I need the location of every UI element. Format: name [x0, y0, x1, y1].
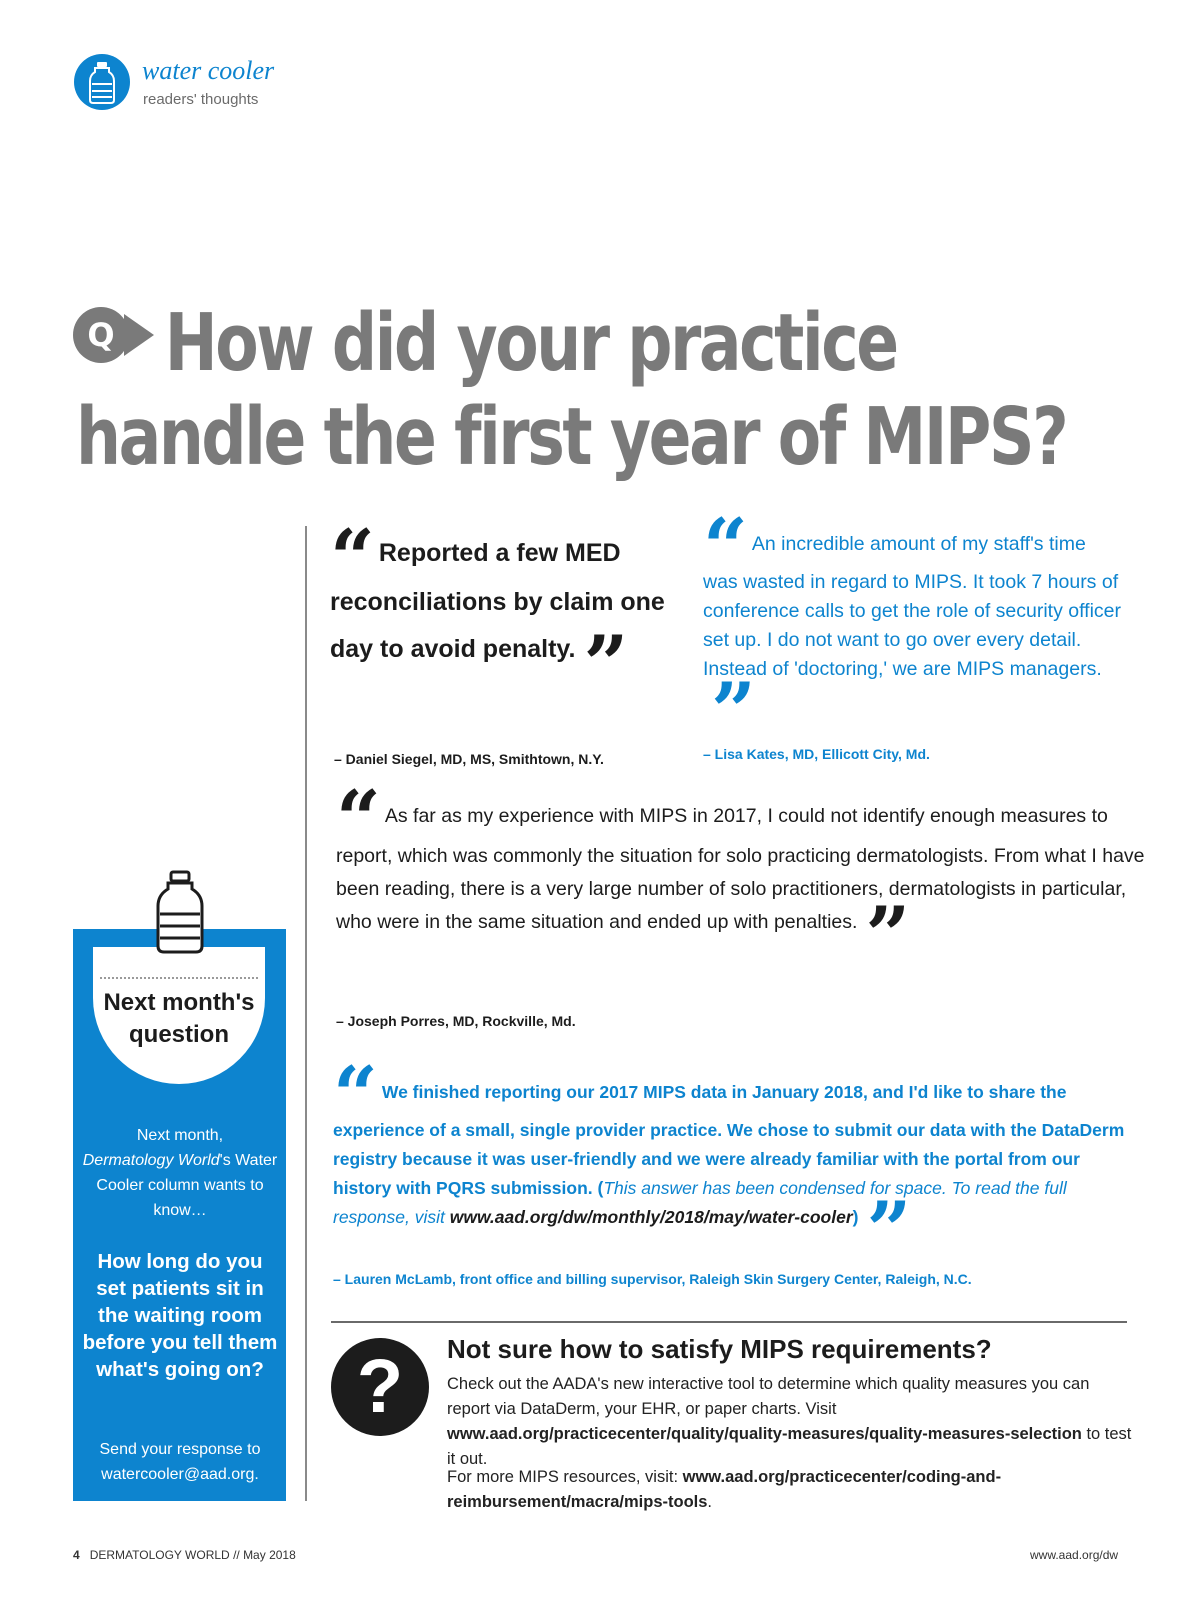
help-more-suffix: .	[707, 1493, 713, 1511]
footer-url[interactable]: www.aad.org/dw	[1030, 1548, 1119, 1562]
note-open: (	[597, 1178, 604, 1198]
help-more	[447, 1465, 1137, 1515]
question-mark-icon: ?	[331, 1338, 429, 1436]
quote-attribution: – Daniel Siegel, MD, MS, Smithtown, N.Y.	[334, 751, 604, 767]
next-question: How long do you set patients sit in the waiting room before you tell them what's going on?	[82, 1250, 278, 1381]
page-number: 4	[73, 1548, 80, 1562]
water-bottle-icon	[155, 870, 205, 955]
q-letter: Q	[87, 316, 115, 354]
help-title: Not sure how to satisfy MIPS requirements?	[447, 1334, 992, 1364]
close-quote-icon: ”	[711, 666, 756, 757]
help-body	[447, 1372, 1137, 1472]
sidebar-intro-1: Next month,	[136, 1127, 224, 1144]
section-subtitle: readers' thoughts	[143, 91, 259, 108]
send-text: Send your response to	[99, 1441, 261, 1458]
water-bottle-icon	[74, 54, 130, 110]
section-title: water cooler	[142, 56, 275, 85]
quote-text: As far as my experience with MIPS in 2017, I could not identify enough measures to report, which was commonly the situation for solo practicing dermatologists. From what I have been reading, there is a very large number of solo practitioners, dermatologists in particular, who were in the same situation and ended up with penalties.	[336, 805, 1145, 933]
email-suffix: .	[254, 1466, 259, 1483]
sidebar-intro-2: 's Water Cooler column wants to know…	[96, 1152, 278, 1219]
mips-tools-link[interactable]: www.aad.org/practicecenter/coding-and-reimbursement/macra/mips-tools	[447, 1468, 1002, 1511]
sidebar-intro	[80, 1123, 280, 1223]
dotted-divider	[100, 977, 258, 979]
quote-attribution: – Lisa Kates, MD, Ellicott City, Md.	[703, 746, 930, 762]
publication: DERMATOLOGY WORLD	[89, 1548, 230, 1562]
help-body-text: Check out the AADA's new interactive tool to determine which quality measures you can report via DataDerm, your EHR, or paper charts. Visit	[447, 1375, 1090, 1418]
full-response-link[interactable]: www.aad.org/dw/monthly/2018/may/water-cooler	[449, 1207, 853, 1227]
title-line-1: How did your practice	[164, 297, 897, 389]
email-link[interactable]: watercooler@aad.org	[101, 1466, 255, 1483]
quote-siegel	[330, 513, 675, 710]
page-title	[76, 296, 1066, 484]
note-close: )	[852, 1207, 859, 1227]
quote-porres	[336, 774, 1146, 981]
quote-text: Reported a few MED reconciliations by claim one day to avoid penalty.	[330, 539, 665, 663]
sidebar-heading: Next month's question	[103, 989, 255, 1048]
quote-attribution: – Lauren McLamb, front office and billing supervisor, Raleigh Skin Surgery Center, Raleigh, N.C.	[333, 1271, 972, 1287]
section-divider	[331, 1321, 1127, 1323]
send-response	[80, 1437, 280, 1487]
column-divider	[305, 526, 307, 1501]
close-quote-icon: ”	[866, 1185, 912, 1276]
quote-mclamb	[333, 1050, 1143, 1276]
open-quote-icon: “	[333, 1050, 378, 1141]
help-body-suffix: to test it out.	[447, 1425, 1132, 1468]
publication-name: Dermatology World	[82, 1152, 220, 1169]
open-quote-icon: “	[703, 502, 748, 593]
open-quote-icon: “	[336, 774, 381, 865]
quote-text: An incredible amount of my staff's time was wasted in regard to MIPS. It took 7 hours of conference calls to get the role of security officer set up. I do not want to go over every detail. Instead of 'doctoring,' we are MIPS managers.	[703, 533, 1122, 680]
footer-left	[73, 1548, 296, 1562]
open-quote-icon: “	[330, 513, 375, 604]
help-more-text: For more MIPS resources, visit:	[447, 1468, 683, 1486]
issue-date: // May 2018	[233, 1548, 296, 1562]
close-quote-icon: ”	[865, 890, 911, 981]
quote-attribution: – Joseph Porres, MD, Rockville, Md.	[336, 1013, 576, 1029]
quote-text: We finished reporting our 2017 MIPS data in January 2018, and I'd like to share the experience of a small, single provider practice. We chose to submit our data with the DataDerm registry because it was user-friendly and we were already familiar with the portal from our history with PQRS submission.	[333, 1082, 1125, 1198]
quality-measures-link[interactable]: www.aad.org/practicecenter/quality/quality-measures/quality-measures-selection	[447, 1425, 1082, 1443]
title-line-2: handle the first year of MIPS?	[76, 391, 1067, 483]
close-quote-icon: ”	[583, 619, 629, 710]
quote-note: This answer has been condensed for space. To read the full response, visit	[333, 1178, 1067, 1227]
